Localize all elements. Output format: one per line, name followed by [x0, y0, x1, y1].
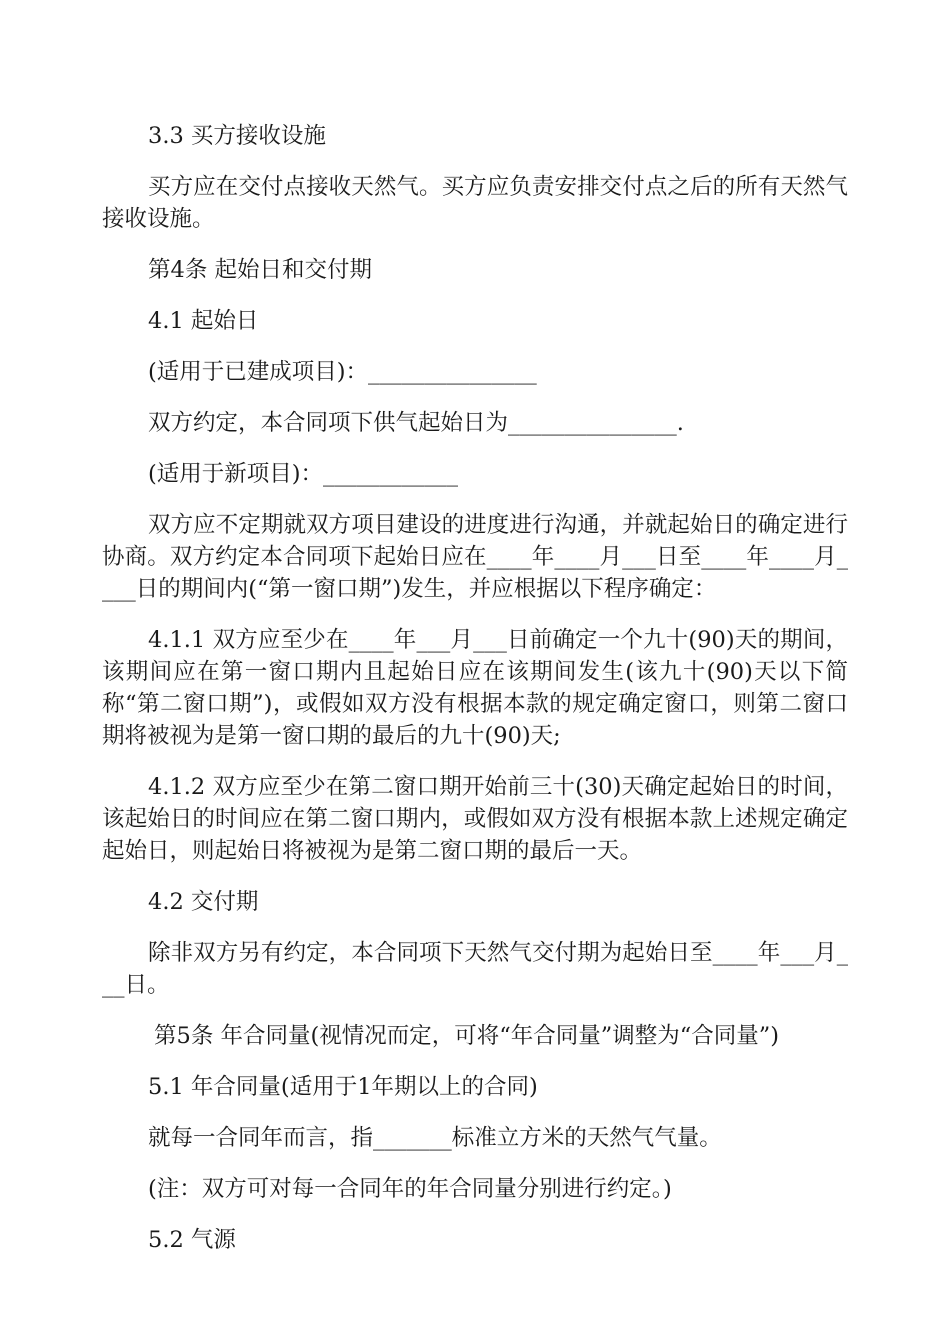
article-4-heading: 第4条 起始日和交付期 — [148, 257, 372, 283]
section-5-1-heading: 5.1 年合同量(适用于1年期以上的合同) — [148, 1074, 538, 1100]
start-date-agreement-line: 双方约定，本合同项下供气起始日为_______________. — [148, 410, 684, 436]
section-4-1-heading: 4.1 起始日 — [148, 308, 259, 334]
annual-quantity-note: (注：双方可对每一合同年的年合同量分别进行约定。) — [148, 1176, 672, 1202]
clause-4-1-2-paragraph: 4.1.2 双方应至少在第二窗口期开始前三十(30)天确定起始日的时间，该起始日的时间应在第二窗口期内，或假如双方没有根据本款上述规定确定起始日，则起始日将被视为是第二窗口期的最后一天。 — [102, 774, 848, 864]
section-3-3-heading: 3.3 买方接收设施 — [148, 123, 326, 149]
delivery-period-paragraph: 除非双方另有约定，本合同项下天然气交付期为起始日至____年___月___日。 — [102, 940, 848, 998]
document-body — [102, 120, 848, 1275]
article-5-heading: 第5条 年合同量(视情况而定，可将“年合同量”调整为“合同量”) — [154, 1023, 780, 1049]
buyer-receiving-paragraph: 买方应在交付点接收天然气。买方应负责安排交付点之后的所有天然气接收设施。 — [102, 174, 848, 232]
annual-quantity-paragraph: 就每一合同年而言，指_______标准立方米的天然气气量。 — [148, 1125, 722, 1151]
section-4-2-heading: 4.2 交付期 — [148, 889, 259, 915]
clause-4-1-1-paragraph: 4.1.1 双方应至少在____年___月___日前确定一个九十(90)天的期间，该期间应在第一窗口期内且起始日应在该期间发生(该九十(90)天以下简称“第二窗口期”)，或假如双方没有根据本款的规定确定窗口，则第二窗口期将被视为是第一窗口期的最后的九十(90)天; — [102, 627, 848, 749]
first-window-paragraph: 双方应不定期就双方项目建设的进度进行沟通，并就起始日的确定进行协商。双方约定本合同项下起始日应在____年____月___日至____年____月____日的期间内(“第一窗口期”)发生，并应根据以下程序确定： — [102, 512, 848, 602]
new-project-line: (适用于新项目)：____________ — [148, 461, 459, 487]
existing-project-line: (适用于已建成项目)：_______________ — [148, 359, 537, 385]
section-5-2-heading: 5.2 气源 — [148, 1227, 236, 1253]
